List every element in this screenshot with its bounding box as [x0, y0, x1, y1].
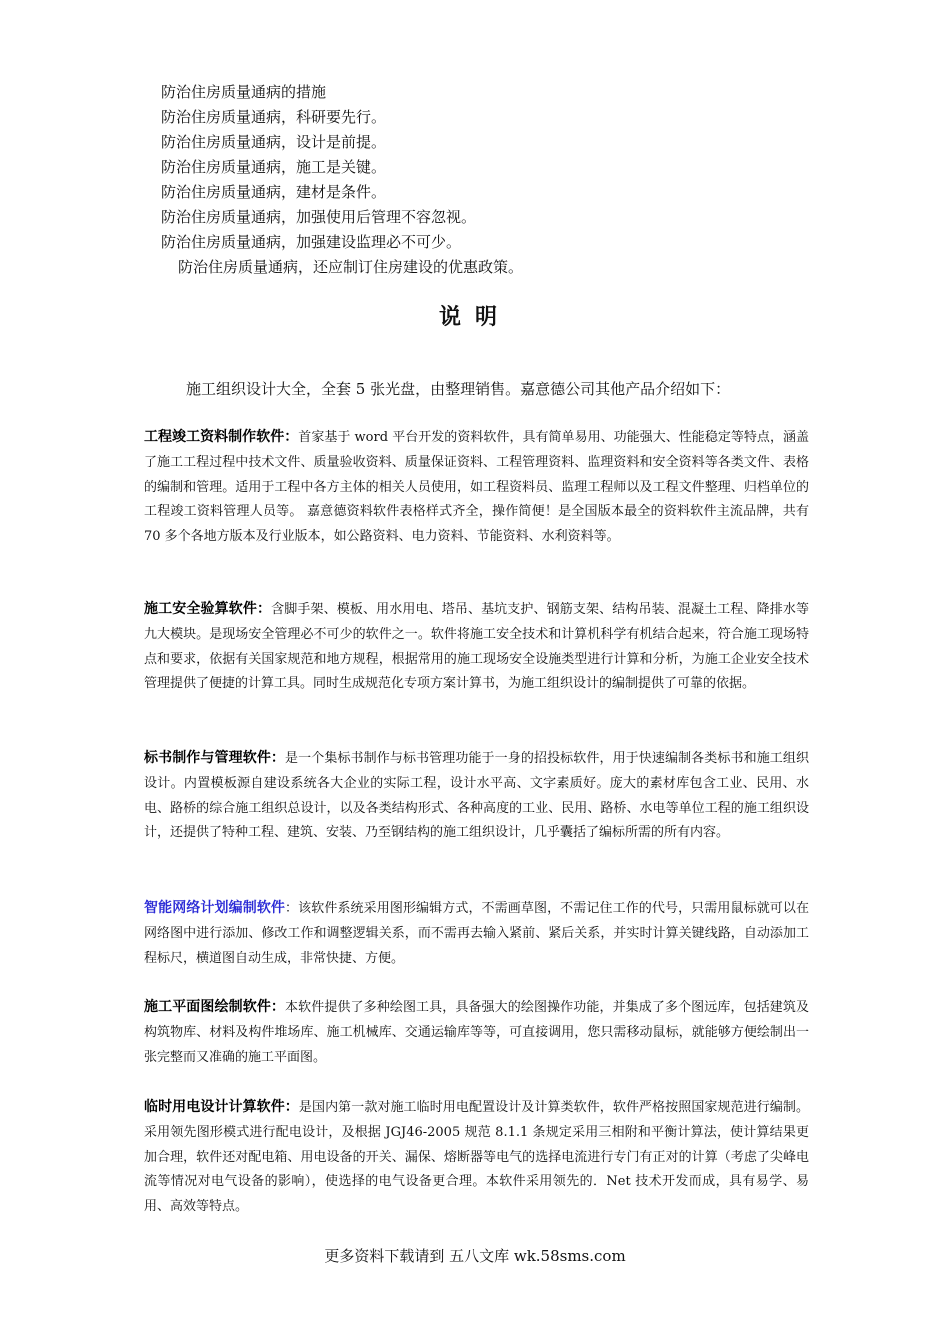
section-body: 本软件提供了多种绘图工具，具备强大的绘图操作功能，并集成了多个图远库，包括建筑及构筑物库、材料及构件堆场库、施工机械库、交通运输库等等，可直接调用，您只需移动鼠标，就能够方便绘制出一张完整而又准确的施工平面图。	[144, 1000, 809, 1065]
intro-line: 防治住房质量通病，还应制订住房建设的优惠政策。	[178, 258, 524, 276]
product-section-site-plan	[144, 995, 809, 1070]
product-section-bid-docs	[144, 746, 809, 846]
page-title: 说明	[438, 304, 511, 330]
section-heading: 标书制作与管理软件：	[144, 750, 286, 766]
section-heading: 施工安全验算软件：	[144, 601, 272, 617]
section-body: 是国内第一款对施工临时用电配置设计及计算类软件，软件严格按照国家规范进行编制。采用领先图形模式进行配电设计，及根据 JGJ46-2005 规范 8.1.1 条规定采用三相附和平衡计算法，使计算结果更加合理，软件还对配电箱、用电设备的开关、漏保、熔断器等电气的选择电流进行专门有正对的计算（考虑了尖峰电流等情况对电气设备的影响），使选择的电气设备更合理。本软件采用领先的．Net 技术开发而成，具有易学、易用、高效等特点。	[144, 1100, 809, 1215]
section-body: 含脚手架、模板、用水用电、塔吊、基坑支护、钢筋支架、结构吊装、混凝土工程、降排水等九大模块。是现场安全管理必不可少的软件之一。软件将施工安全技术和计算机科学有机结合起来，符合施工现场特点和要求，依据有关国家规范和地方规程，根据常用的施工现场安全设施类型进行计算和分析，为施工企业安全技术管理提供了便捷的计算工具。同时生成规范化专项方案计算书，为施工组织设计的编制提供了可靠的依据。	[144, 602, 809, 692]
section-body: 是一个集标书制作与标书管理功能于一身的招投标软件，用于快速编制各类标书和施工组织设计。内置模板源自建设系统各大企业的实际工程，设计水平高、文字素质好。庞大的素材库包含工业、民用、水电、路桥的综合施工组织总设计，以及各类结构形式、各种高度的工业、民用、路桥、水电等单位工程的施工组织设计，还提供了特种工程、建筑、安装、乃至钢结构的施工组织设计，几乎囊括了编标所需的所有内容。	[144, 751, 809, 841]
lead-paragraph: 施工组织设计大全，全套 5 张光盘，由整理销售。嘉意德公司其他产品介绍如下：	[186, 380, 731, 398]
intro-line: 防治住房质量通病的措施	[161, 83, 327, 101]
intro-line: 防治住房质量通病，加强使用后管理不容忽视。	[161, 208, 477, 226]
section-body: ：该软件系统采用图形编辑方式，不需画草图，不需记住工作的代号，只需用鼠标就可以在网络图中进行添加、修改工作和调整逻辑关系，而不需再去输入紧前、紧后关系，并实时计算关键线路，自动添加工程标尺，横道图自动生成，非常快捷、方便。	[144, 901, 809, 966]
product-section-temp-power	[144, 1095, 809, 1220]
intro-line: 防治住房质量通病，设计是前提。	[161, 133, 387, 151]
footer-download-link[interactable]: 更多资料下载请到 五八文库 wk.58sms.com	[324, 1247, 626, 1265]
product-section-completion-docs	[144, 425, 809, 550]
section-heading: 临时用电设计计算软件：	[144, 1099, 299, 1115]
intro-line: 防治住房质量通病，建材是条件。	[161, 183, 387, 201]
intro-line: 防治住房质量通病，加强建设监理必不可少。	[161, 233, 462, 251]
product-section-safety-calc	[144, 597, 809, 697]
intro-lines	[161, 80, 821, 280]
section-heading: 施工平面图绘制软件：	[144, 999, 286, 1015]
intro-line: 防治住房质量通病，科研要先行。	[161, 108, 387, 126]
section-body: 首家基于 word 平台开发的资料软件，具有简单易用、功能强大、性能稳定等特点，涵盖了施工工程过程中技术文件、质量验收资料、质量保证资料、工程管理资料、监理资料和安全资料等各类文件、表格的编制和管理。适用于工程中各方主体的相关人员使用，如工程资料员、监理工程师以及工程文件整理、归档单位的工程竣工资料管理人员等。 嘉意德资料软件表格样式齐全，操作简便！是全国版本最全的资料软件主流品牌，共有 70 多个各地方版本及行业版本，如公路资料、电力资料、节能资料、水利资料等。	[144, 430, 810, 545]
section-heading: 工程竣工资料制作软件：	[144, 429, 299, 445]
product-section-network-plan	[144, 896, 809, 971]
section-heading: 智能网络计划编制软件	[144, 900, 286, 916]
intro-line: 防治住房质量通病，施工是关键。	[161, 158, 387, 176]
